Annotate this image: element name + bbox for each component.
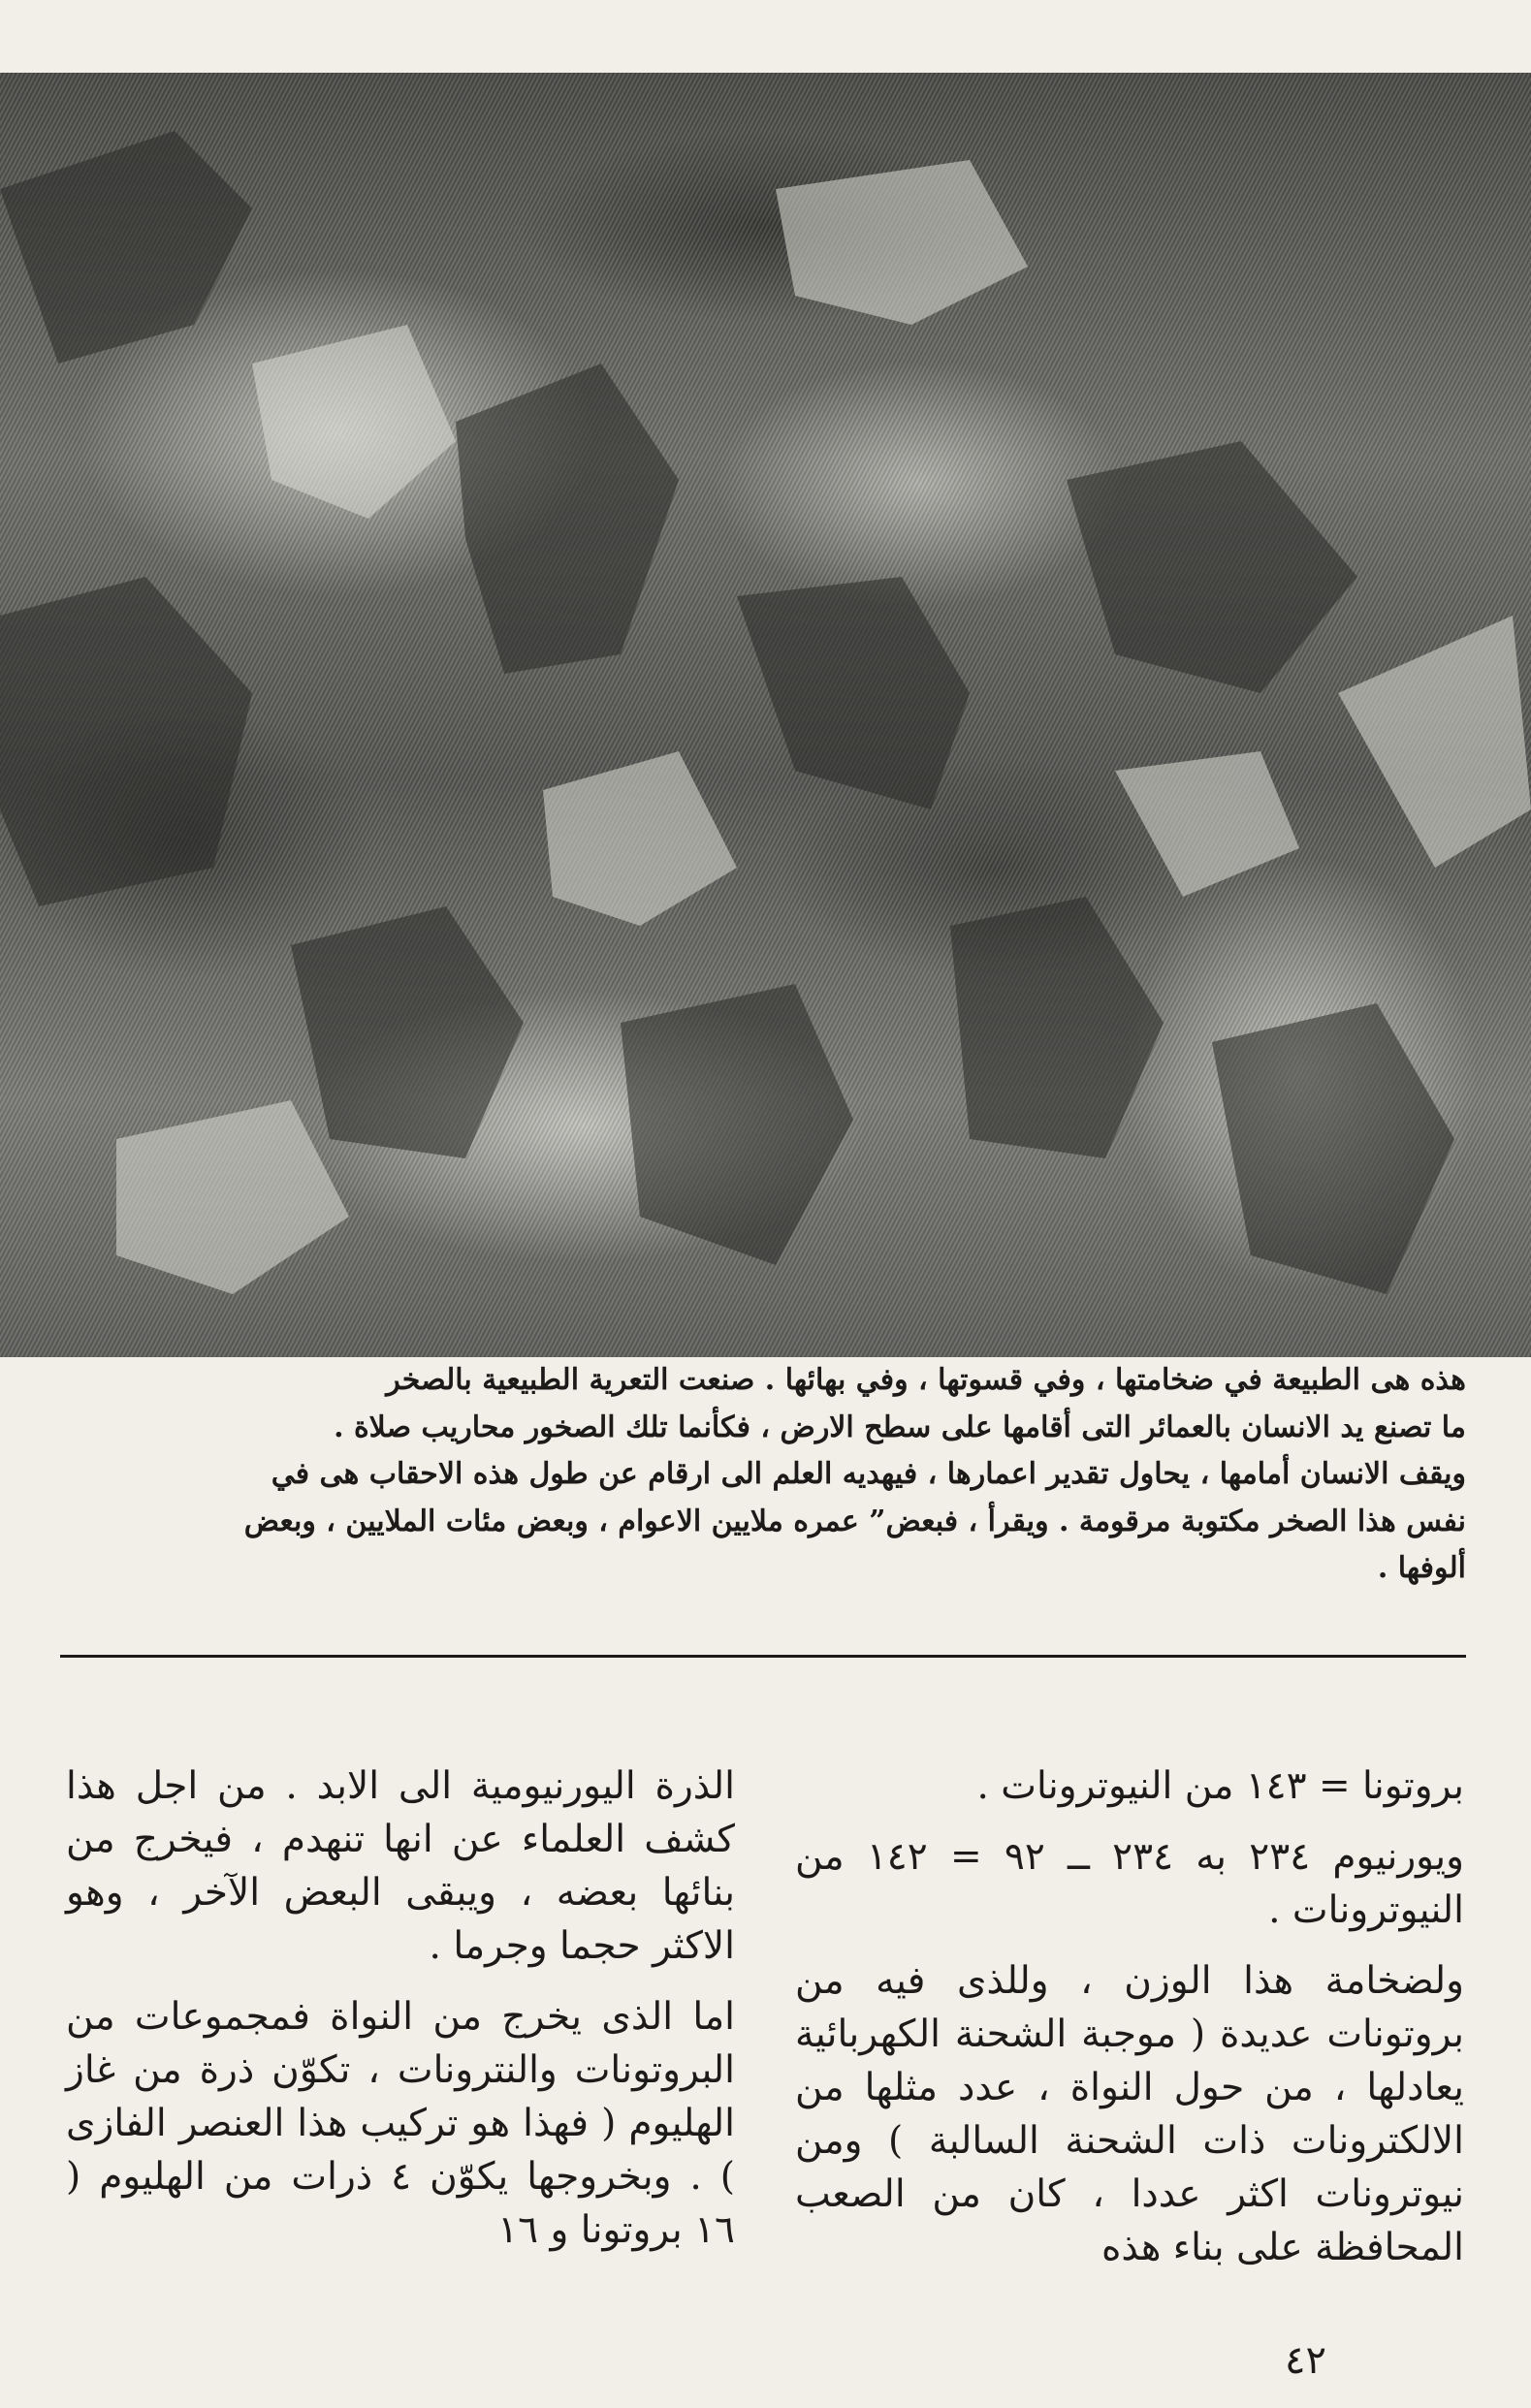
- caption-line: نفس هذا الصخر مكتوبة مرقومة . ويقرأ ، فبعض” عمره ملايين الاعوام ، وبعض مئات الملايين ، وبعض: [243, 1504, 1466, 1538]
- caption-line: ويقف الانسان أمامها ، يحاول تقدير اعمارها ، فيهديه العلم الى ارقام عن طول هذه الاحقاب هى في: [271, 1457, 1466, 1491]
- rock-formation-photo: [0, 73, 1531, 1357]
- paragraph: الذرة اليورنيومية الى الابد . من اجل هذا كشف العلماء عن انها تنهدم ، فيخرج من بنائها بعضه ، ويبقى البعض الآخر ، وهو الاكثر حجما وجرما .: [66, 1764, 735, 1968]
- caption-line: ما تصنع يد الانسان بالعمائر التى أقامها على سطح الارض ، فكأنما تلك الصخور محاريب صلاة .: [334, 1410, 1466, 1444]
- article-column-right: [795, 1759, 1464, 2292]
- article-column-left: [66, 1759, 735, 2274]
- caption-line: هذه هى الطبيعة في ضخامتها ، وفي قسوتها ، وفي بهائها . صنعت التعرية الطبيعية بالصخر: [386, 1363, 1466, 1397]
- page-number: ٤٢: [1285, 2338, 1326, 2383]
- paragraph: ويورنيوم ٢٣٤ به ٢٣٤ ــ ٩٢ = ١٤٢ من النيوترونات .: [795, 1835, 1464, 1932]
- photo-caption: [60, 1357, 1466, 1593]
- paragraph: اما الذى يخرج من النواة فمجموعات من البروتونات والنترونات ، تكوّن ذرة من غاز الهليوم ( فهذا هو تركيب هذا العنصر الفازى ) . وبخروجها يكوّن ٤ ذرات من الهليوم ( ١٦ بروتونا و ١٦: [66, 1995, 735, 2252]
- paragraph: بروتونا = ١٤٣ من النيوترونات .: [976, 1764, 1464, 1808]
- photo-texture: [0, 73, 1531, 1357]
- caption-line: ألوفها .: [1377, 1551, 1466, 1585]
- paragraph: ولضخامة هذا الوزن ، وللذى فيه من بروتونات عديدة ( موجبة الشحنة الكهربائية يعادلها ، من حول النواة ، عدد مثلها من الالكترونات ذات الشحنة السالبة ) ومن نيوترونات اكثر عددا ، كان من الصعب المحافظة على بناء هذه: [795, 1959, 1464, 2269]
- divider-rule: [60, 1655, 1466, 1658]
